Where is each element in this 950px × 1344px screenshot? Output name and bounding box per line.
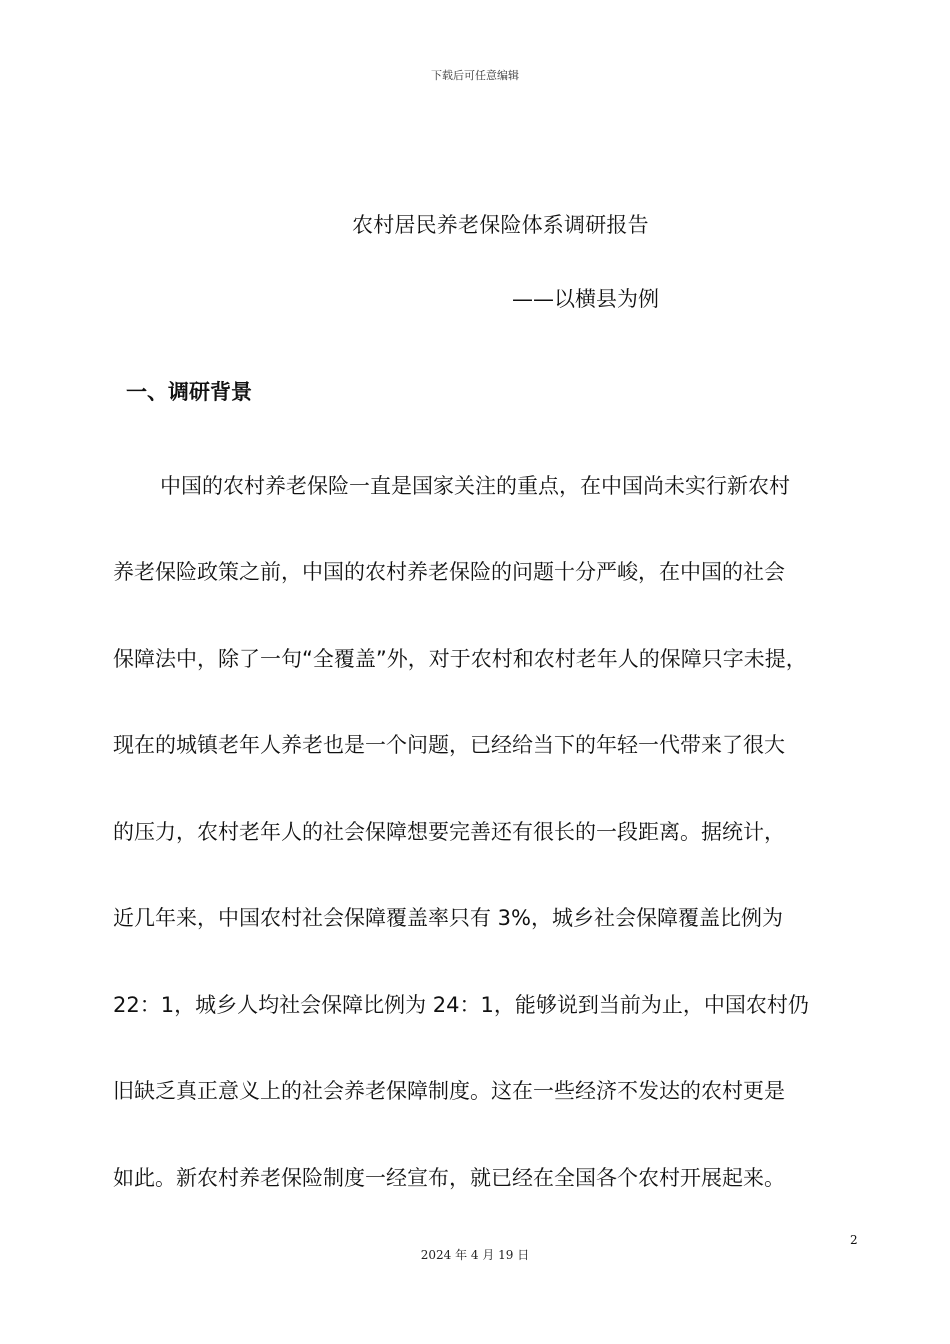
footer-date: 2024 年 4 月 19 日	[420, 1248, 530, 1262]
header-note: 下载后可任意编辑	[431, 69, 519, 82]
document-subtitle: ——以横县为例	[512, 287, 659, 311]
page-number: 2	[850, 1233, 858, 1247]
paragraph-line: 保障法中，除了一句“全覆盖”外，对于农村和农村老年人的保障只字未提，	[113, 647, 807, 671]
section-heading: 一、调研背景	[126, 380, 252, 404]
paragraph-line: 中国的农村养老保险一直是国家关注的重点，在中国尚未实行新农村	[160, 474, 790, 498]
paragraph-line: 22：1，城乡人均社会保障比例为 24：1，能够说到当前为止，中国农村仍	[113, 993, 809, 1017]
document-title: 农村居民养老保险体系调研报告	[352, 213, 649, 237]
paragraph-line: 的压力，农村老年人的社会保障想要完善还有很长的一段距离。据统计，	[113, 820, 785, 844]
paragraph-line: 养老保险政策之前，中国的农村养老保险的问题十分严峻，在中国的社会	[113, 560, 785, 584]
paragraph-line: 现在的城镇老年人养老也是一个问题，已经给当下的年轻一代带来了很大	[113, 733, 785, 757]
paragraph-line: 如此。新农村养老保险制度一经宣布，就已经在全国各个农村开展起来。	[113, 1166, 785, 1190]
paragraph-line: 旧缺乏真正意义上的社会养老保障制度。这在一些经济不发达的农村更是	[113, 1079, 785, 1103]
paragraph-line: 近几年来，中国农村社会保障覆盖率只有 3%，城乡社会保障覆盖比例为	[113, 906, 783, 930]
